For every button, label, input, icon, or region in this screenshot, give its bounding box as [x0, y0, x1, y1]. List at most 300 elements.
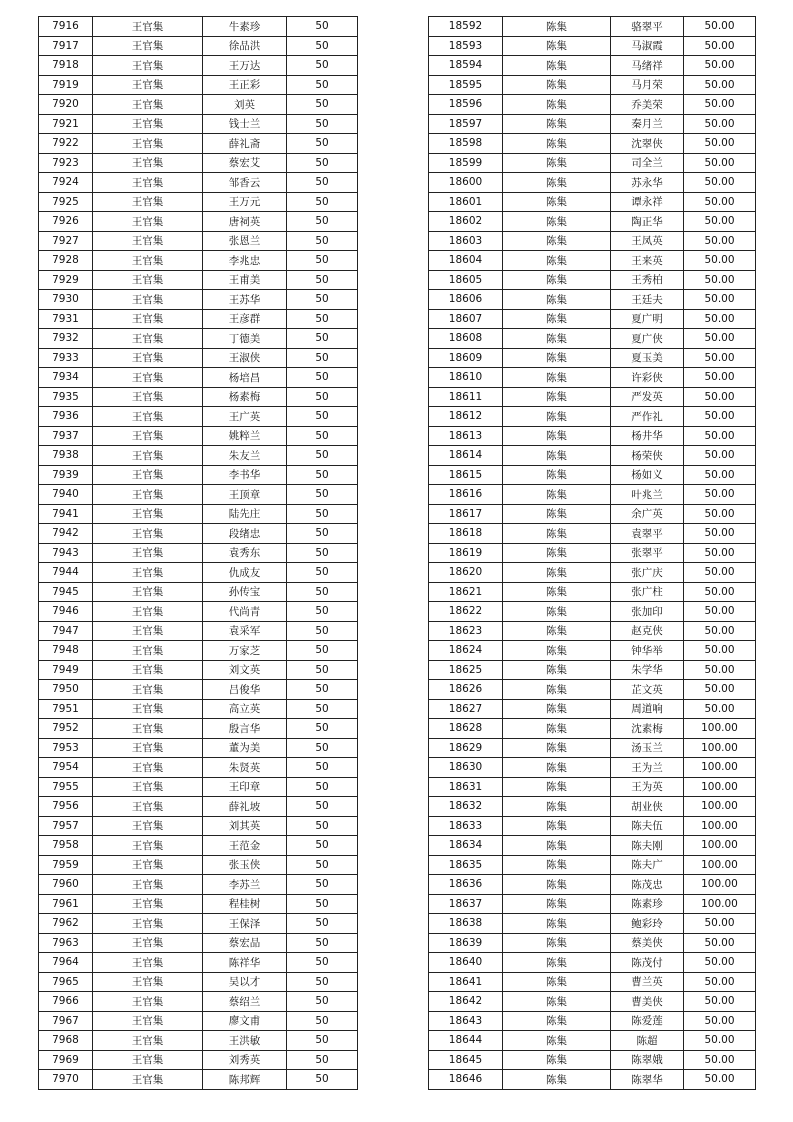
- id-cell: 7929: [39, 270, 93, 290]
- amount-cell: 50: [287, 75, 358, 95]
- name-cell: 高立英: [203, 699, 287, 719]
- id-cell: 7943: [39, 543, 93, 563]
- id-cell: 7930: [39, 290, 93, 310]
- name-cell: 王万达: [203, 56, 287, 76]
- id-cell: 18626: [429, 680, 503, 700]
- name-cell: 袁采军: [203, 621, 287, 641]
- amount-cell: 50.00: [684, 192, 756, 212]
- name-cell: 叶兆兰: [611, 485, 684, 505]
- name-cell: 杨荣侠: [611, 446, 684, 466]
- amount-cell: 100.00: [684, 816, 756, 836]
- amount-cell: 100.00: [684, 719, 756, 739]
- table-row: [429, 699, 756, 719]
- village-cell: 王官集: [93, 933, 203, 953]
- name-cell: 王印章: [203, 777, 287, 797]
- name-cell: 蔡美侠: [611, 933, 684, 953]
- table-row: [429, 368, 756, 388]
- village-cell: 王官集: [93, 290, 203, 310]
- table-row: [39, 660, 358, 680]
- table-row: [39, 231, 358, 251]
- name-cell: 张翠平: [611, 543, 684, 563]
- table-row: [39, 855, 358, 875]
- table-row: [429, 75, 756, 95]
- table-row: [39, 1070, 358, 1090]
- village-cell: 陈集: [503, 329, 611, 349]
- name-cell: 夏广明: [611, 309, 684, 329]
- name-cell: 陈祥华: [203, 953, 287, 973]
- amount-cell: 50.00: [684, 114, 756, 134]
- name-cell: 陈夫刚: [611, 836, 684, 856]
- table-row: [429, 621, 756, 641]
- village-cell: 王官集: [93, 75, 203, 95]
- village-cell: 王官集: [93, 329, 203, 349]
- amount-cell: 50: [287, 309, 358, 329]
- village-cell: 陈集: [503, 36, 611, 56]
- table-row: [429, 173, 756, 193]
- id-cell: 7944: [39, 563, 93, 583]
- name-cell: 朱学华: [611, 660, 684, 680]
- village-cell: 王官集: [93, 641, 203, 661]
- amount-cell: 50.00: [684, 582, 756, 602]
- village-cell: 王官集: [93, 114, 203, 134]
- village-cell: 王官集: [93, 602, 203, 622]
- name-cell: 王范金: [203, 836, 287, 856]
- table-row: [429, 972, 756, 992]
- amount-cell: 100.00: [684, 777, 756, 797]
- amount-cell: 50: [287, 212, 358, 232]
- amount-cell: 100.00: [684, 855, 756, 875]
- id-cell: 18595: [429, 75, 503, 95]
- id-cell: 18612: [429, 407, 503, 427]
- table-row: [429, 738, 756, 758]
- village-cell: 王官集: [93, 407, 203, 427]
- name-cell: 蔡绍兰: [203, 992, 287, 1012]
- amount-cell: 100.00: [684, 797, 756, 817]
- table-row: [429, 875, 756, 895]
- id-cell: 7928: [39, 251, 93, 271]
- amount-cell: 50: [287, 56, 358, 76]
- table-row: [429, 777, 756, 797]
- amount-cell: 50: [287, 699, 358, 719]
- name-cell: 王广英: [203, 407, 287, 427]
- village-cell: 陈集: [503, 368, 611, 388]
- id-cell: 18614: [429, 446, 503, 466]
- name-cell: 芷文英: [611, 680, 684, 700]
- name-cell: 姚粹兰: [203, 426, 287, 446]
- name-cell: 王来英: [611, 251, 684, 271]
- name-cell: 夏玉美: [611, 348, 684, 368]
- id-cell: 18609: [429, 348, 503, 368]
- table-row: [429, 309, 756, 329]
- table-row: [39, 1011, 358, 1031]
- name-cell: 蔡宏艾: [203, 153, 287, 173]
- table-row: [39, 153, 358, 173]
- amount-cell: 50.00: [684, 699, 756, 719]
- village-cell: 陈集: [503, 114, 611, 134]
- amount-cell: 50.00: [684, 173, 756, 193]
- id-cell: 18638: [429, 914, 503, 934]
- id-cell: 18600: [429, 173, 503, 193]
- id-cell: 7965: [39, 972, 93, 992]
- amount-cell: 50: [287, 368, 358, 388]
- table-row: [39, 543, 358, 563]
- amount-cell: 50.00: [684, 602, 756, 622]
- table-row: [39, 36, 358, 56]
- table-row: [39, 582, 358, 602]
- amount-cell: 50: [287, 134, 358, 154]
- table-row: [39, 387, 358, 407]
- table-row: [39, 348, 358, 368]
- table-row: [429, 36, 756, 56]
- amount-cell: 50: [287, 387, 358, 407]
- table-row: [429, 1050, 756, 1070]
- amount-cell: 50.00: [684, 75, 756, 95]
- amount-cell: 50: [287, 972, 358, 992]
- table-row: [429, 387, 756, 407]
- table-row: [39, 290, 358, 310]
- amount-cell: 50: [287, 855, 358, 875]
- id-cell: 18603: [429, 231, 503, 251]
- name-cell: 司全兰: [611, 153, 684, 173]
- right-table-body: [429, 17, 756, 1090]
- table-row: [429, 836, 756, 856]
- village-cell: 陈集: [503, 290, 611, 310]
- table-row: [429, 758, 756, 778]
- name-cell: 陶正华: [611, 212, 684, 232]
- village-cell: 陈集: [503, 192, 611, 212]
- village-cell: 陈集: [503, 582, 611, 602]
- amount-cell: 50: [287, 797, 358, 817]
- id-cell: 7924: [39, 173, 93, 193]
- name-cell: 汤玉兰: [611, 738, 684, 758]
- village-cell: 陈集: [503, 758, 611, 778]
- amount-cell: 50.00: [684, 953, 756, 973]
- name-cell: 马淑霞: [611, 36, 684, 56]
- name-cell: 廖文甫: [203, 1011, 287, 1031]
- table-row: [429, 524, 756, 544]
- table-row: [429, 953, 756, 973]
- table-row: [429, 719, 756, 739]
- village-cell: 陈集: [503, 972, 611, 992]
- id-cell: 18637: [429, 894, 503, 914]
- name-cell: 吕俊华: [203, 680, 287, 700]
- amount-cell: 50: [287, 582, 358, 602]
- name-cell: 谭永祥: [611, 192, 684, 212]
- village-cell: 陈集: [503, 621, 611, 641]
- table-row: [429, 680, 756, 700]
- amount-cell: 50.00: [684, 446, 756, 466]
- village-cell: 王官集: [93, 680, 203, 700]
- id-cell: 7931: [39, 309, 93, 329]
- table-row: [429, 56, 756, 76]
- village-cell: 王官集: [93, 387, 203, 407]
- table-row: [39, 504, 358, 524]
- village-cell: 陈集: [503, 836, 611, 856]
- table-row: [39, 309, 358, 329]
- table-row: [429, 270, 756, 290]
- name-cell: 刘英: [203, 95, 287, 115]
- id-cell: 18593: [429, 36, 503, 56]
- name-cell: 王淑侠: [203, 348, 287, 368]
- village-cell: 陈集: [503, 660, 611, 680]
- id-cell: 7934: [39, 368, 93, 388]
- id-cell: 7938: [39, 446, 93, 466]
- table-row: [429, 95, 756, 115]
- id-cell: 7925: [39, 192, 93, 212]
- village-cell: 陈集: [503, 407, 611, 427]
- id-cell: 7939: [39, 465, 93, 485]
- name-cell: 苏永华: [611, 173, 684, 193]
- village-cell: 王官集: [93, 543, 203, 563]
- id-cell: 18646: [429, 1070, 503, 1090]
- table-row: [39, 485, 358, 505]
- table-row: [429, 329, 756, 349]
- id-cell: 18624: [429, 641, 503, 661]
- name-cell: 万家芝: [203, 641, 287, 661]
- amount-cell: 50: [287, 621, 358, 641]
- amount-cell: 50: [287, 231, 358, 251]
- village-cell: 陈集: [503, 504, 611, 524]
- village-cell: 王官集: [93, 738, 203, 758]
- table-row: [429, 660, 756, 680]
- name-cell: 王保泽: [203, 914, 287, 934]
- village-cell: 陈集: [503, 270, 611, 290]
- village-cell: 陈集: [503, 524, 611, 544]
- table-row: [39, 75, 358, 95]
- village-cell: 陈集: [503, 387, 611, 407]
- amount-cell: 50.00: [684, 134, 756, 154]
- village-cell: 王官集: [93, 582, 203, 602]
- village-cell: 陈集: [503, 855, 611, 875]
- amount-cell: 100.00: [684, 738, 756, 758]
- amount-cell: 50: [287, 348, 358, 368]
- id-cell: 7964: [39, 953, 93, 973]
- amount-cell: 50: [287, 95, 358, 115]
- id-cell: 7941: [39, 504, 93, 524]
- village-cell: 王官集: [93, 914, 203, 934]
- amount-cell: 50: [287, 524, 358, 544]
- id-cell: 18602: [429, 212, 503, 232]
- table-row: [39, 894, 358, 914]
- table-row: [429, 582, 756, 602]
- village-cell: 王官集: [93, 134, 203, 154]
- table-row: [429, 348, 756, 368]
- amount-cell: 50.00: [684, 368, 756, 388]
- name-cell: 陈翠华: [611, 1070, 684, 1090]
- id-cell: 18643: [429, 1011, 503, 1031]
- table-row: [429, 426, 756, 446]
- village-cell: 王官集: [93, 524, 203, 544]
- name-cell: 王凤英: [611, 231, 684, 251]
- table-row: [429, 797, 756, 817]
- table-row: [39, 368, 358, 388]
- village-cell: 陈集: [503, 56, 611, 76]
- id-cell: 18642: [429, 992, 503, 1012]
- name-cell: 钱士兰: [203, 114, 287, 134]
- id-cell: 7967: [39, 1011, 93, 1031]
- amount-cell: 50: [287, 1070, 358, 1090]
- table-row: [429, 212, 756, 232]
- table-row: [429, 290, 756, 310]
- table-row: [429, 1070, 756, 1090]
- name-cell: 王彦群: [203, 309, 287, 329]
- name-cell: 袁翠平: [611, 524, 684, 544]
- amount-cell: 50: [287, 1011, 358, 1031]
- table-row: [429, 1031, 756, 1051]
- id-cell: 7933: [39, 348, 93, 368]
- village-cell: 陈集: [503, 348, 611, 368]
- amount-cell: 50: [287, 329, 358, 349]
- id-cell: 7947: [39, 621, 93, 641]
- id-cell: 7919: [39, 75, 93, 95]
- amount-cell: 50.00: [684, 1031, 756, 1051]
- village-cell: 王官集: [93, 797, 203, 817]
- table-row: [429, 17, 756, 37]
- village-cell: 陈集: [503, 875, 611, 895]
- name-cell: 严作礼: [611, 407, 684, 427]
- amount-cell: 50: [287, 953, 358, 973]
- village-cell: 王官集: [93, 563, 203, 583]
- village-cell: 陈集: [503, 153, 611, 173]
- name-cell: 袁秀东: [203, 543, 287, 563]
- name-cell: 薛礼坡: [203, 797, 287, 817]
- amount-cell: 50: [287, 543, 358, 563]
- id-cell: 18636: [429, 875, 503, 895]
- id-cell: 7955: [39, 777, 93, 797]
- id-cell: 18621: [429, 582, 503, 602]
- name-cell: 陈素珍: [611, 894, 684, 914]
- amount-cell: 50: [287, 894, 358, 914]
- village-cell: 王官集: [93, 192, 203, 212]
- id-cell: 7970: [39, 1070, 93, 1090]
- id-cell: 18630: [429, 758, 503, 778]
- table-row: [429, 914, 756, 934]
- table-row: [39, 329, 358, 349]
- id-cell: 18599: [429, 153, 503, 173]
- table-row: [429, 855, 756, 875]
- amount-cell: 50.00: [684, 660, 756, 680]
- id-cell: 18640: [429, 953, 503, 973]
- table-row: [39, 738, 358, 758]
- village-cell: 王官集: [93, 1050, 203, 1070]
- table-row: [39, 875, 358, 895]
- name-cell: 王为兰: [611, 758, 684, 778]
- id-cell: 7960: [39, 875, 93, 895]
- amount-cell: 50: [287, 836, 358, 856]
- name-cell: 乔美荣: [611, 95, 684, 115]
- name-cell: 钟华举: [611, 641, 684, 661]
- village-cell: 陈集: [503, 543, 611, 563]
- id-cell: 18607: [429, 309, 503, 329]
- id-cell: 18605: [429, 270, 503, 290]
- id-cell: 18592: [429, 17, 503, 37]
- id-cell: 7935: [39, 387, 93, 407]
- id-cell: 18594: [429, 56, 503, 76]
- id-cell: 18618: [429, 524, 503, 544]
- name-cell: 邹香云: [203, 173, 287, 193]
- village-cell: 王官集: [93, 758, 203, 778]
- village-cell: 陈集: [503, 465, 611, 485]
- village-cell: 陈集: [503, 1031, 611, 1051]
- amount-cell: 50.00: [684, 36, 756, 56]
- table-row: [429, 192, 756, 212]
- village-cell: 陈集: [503, 563, 611, 583]
- id-cell: 18608: [429, 329, 503, 349]
- village-cell: 王官集: [93, 992, 203, 1012]
- id-cell: 7969: [39, 1050, 93, 1070]
- village-cell: 王官集: [93, 231, 203, 251]
- name-cell: 赵克侠: [611, 621, 684, 641]
- id-cell: 7932: [39, 329, 93, 349]
- amount-cell: 50.00: [684, 504, 756, 524]
- id-cell: 18629: [429, 738, 503, 758]
- id-cell: 7961: [39, 894, 93, 914]
- id-cell: 7966: [39, 992, 93, 1012]
- name-cell: 张恩兰: [203, 231, 287, 251]
- table-row: [39, 641, 358, 661]
- name-cell: 薛礼斋: [203, 134, 287, 154]
- table-row: [39, 465, 358, 485]
- amount-cell: 50: [287, 641, 358, 661]
- name-cell: 曹美侠: [611, 992, 684, 1012]
- amount-cell: 50: [287, 173, 358, 193]
- table-row: [429, 504, 756, 524]
- table-row: [39, 134, 358, 154]
- amount-cell: 50: [287, 36, 358, 56]
- id-cell: 18597: [429, 114, 503, 134]
- amount-cell: 50: [287, 933, 358, 953]
- id-cell: 7948: [39, 641, 93, 661]
- name-cell: 曹兰英: [611, 972, 684, 992]
- amount-cell: 50.00: [684, 387, 756, 407]
- name-cell: 陈超: [611, 1031, 684, 1051]
- amount-cell: 50: [287, 816, 358, 836]
- table-row: [429, 465, 756, 485]
- village-cell: 王官集: [93, 816, 203, 836]
- id-cell: 7954: [39, 758, 93, 778]
- amount-cell: 50: [287, 17, 358, 37]
- id-cell: 18627: [429, 699, 503, 719]
- amount-cell: 50.00: [684, 309, 756, 329]
- village-cell: 陈集: [503, 797, 611, 817]
- village-cell: 陈集: [503, 777, 611, 797]
- table-row: [39, 1031, 358, 1051]
- name-cell: 董为美: [203, 738, 287, 758]
- name-cell: 刘秀英: [203, 1050, 287, 1070]
- id-cell: 18604: [429, 251, 503, 271]
- amount-cell: 50: [287, 758, 358, 778]
- table-row: [39, 777, 358, 797]
- table-row: [429, 543, 756, 563]
- id-cell: 18610: [429, 368, 503, 388]
- amount-cell: 50: [287, 719, 358, 739]
- id-cell: 18601: [429, 192, 503, 212]
- name-cell: 王甫美: [203, 270, 287, 290]
- id-cell: 7916: [39, 17, 93, 37]
- village-cell: 陈集: [503, 933, 611, 953]
- amount-cell: 50.00: [684, 17, 756, 37]
- amount-cell: 50.00: [684, 153, 756, 173]
- id-cell: 18611: [429, 387, 503, 407]
- name-cell: 许彩侠: [611, 368, 684, 388]
- village-cell: 王官集: [93, 173, 203, 193]
- amount-cell: 50: [287, 446, 358, 466]
- name-cell: 杨如义: [611, 465, 684, 485]
- table-row: [429, 134, 756, 154]
- village-cell: 陈集: [503, 953, 611, 973]
- village-cell: 王官集: [93, 621, 203, 641]
- name-cell: 牛素珍: [203, 17, 287, 37]
